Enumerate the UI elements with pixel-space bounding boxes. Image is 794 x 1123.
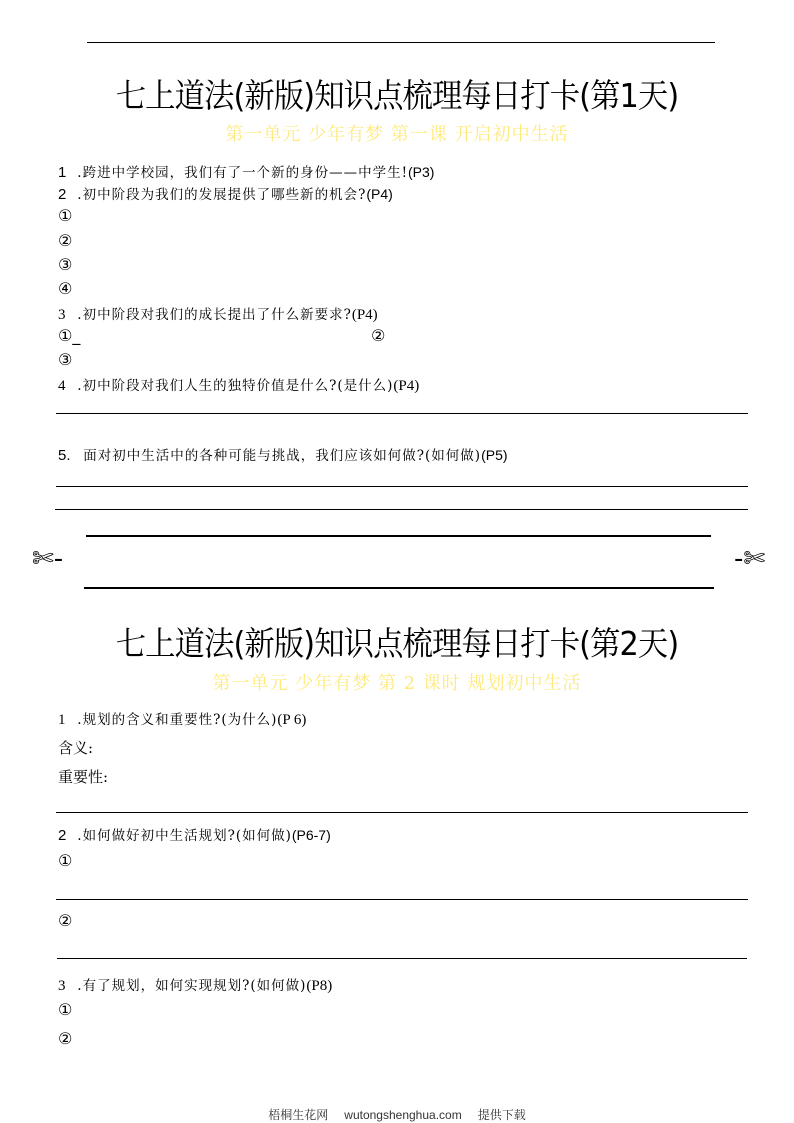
question-text: .规划的含义和重要性?(为什么) <box>72 712 278 728</box>
day1-question-3 <box>58 303 378 324</box>
question-text: .有了规划，如何实现规划?(如何做) <box>72 978 307 994</box>
page-ref: (P8) <box>306 978 333 994</box>
question-number: 1 <box>58 712 66 728</box>
question-text: .初中阶段为我们的发展提供了哪些新的机会? <box>72 187 367 203</box>
answer-marker: ①_ <box>58 326 81 345</box>
answer-marker: ② <box>58 1029 73 1048</box>
answer-line[interactable] <box>56 899 748 900</box>
day1-question-4 <box>58 374 419 395</box>
day2-question-2 <box>58 824 331 844</box>
top-rule <box>87 42 715 43</box>
day1-question-2 <box>58 183 393 203</box>
question-number: 1 <box>58 164 67 181</box>
answer-marker: ② <box>371 326 386 345</box>
day1-subtitle: 第一单元 少年有梦 第一课 开启初中生活 <box>225 124 569 145</box>
question-text: .初中阶段对我们的成长提出了什么新要求? <box>72 307 352 323</box>
answer-marker: ② <box>58 911 73 930</box>
question-text: .如何做好初中生活规划?(如何做) <box>72 828 292 844</box>
answer-marker: ② <box>58 231 73 250</box>
answer-line[interactable] <box>56 812 748 813</box>
answer-marker: ① <box>58 851 73 870</box>
question-number: 2 <box>58 186 67 203</box>
day2-question-3 <box>58 974 332 995</box>
question-text: .跨进中学校园，我们有了一个新的身份——中学生! <box>72 165 409 181</box>
page-ref: (P5) <box>481 447 508 463</box>
answer-line[interactable] <box>55 509 748 510</box>
question-text: 面对初中生活中的各种可能与挑战，我们应该如何做?(如何做) <box>78 448 482 464</box>
answer-marker: ③ <box>58 350 73 369</box>
page-ref: (P4) <box>393 378 420 394</box>
answer-line[interactable] <box>56 486 748 487</box>
day1-question-1 <box>58 161 434 181</box>
question-number: 4 <box>58 378 66 394</box>
answer-marker: ③ <box>58 255 73 274</box>
cut-rule-top <box>86 535 711 537</box>
answer-line[interactable] <box>57 958 747 959</box>
answer-marker: ① <box>58 1000 73 1019</box>
page-ref: (P4) <box>351 307 378 323</box>
footer-site-name: 梧桐生花网 <box>268 1108 329 1122</box>
page-ref: (P4) <box>366 186 393 202</box>
question-number: 3 <box>58 307 66 323</box>
footer-suffix: 提供下载 <box>477 1108 526 1122</box>
scissors-right-icon: -✄ <box>734 544 766 574</box>
page-ref: (P 6) <box>277 712 307 728</box>
meaning-label: 含义: <box>58 739 94 757</box>
day1-question-5 <box>58 444 508 464</box>
page-ref: (P3) <box>408 164 435 180</box>
day2-subtitle: 第一单元 少年有梦 第 2 课时 规划初中生活 <box>212 673 582 694</box>
answer-line[interactable] <box>56 413 748 414</box>
answer-marker: ① <box>58 206 73 225</box>
page-ref: (P6-7) <box>291 827 331 843</box>
cut-rule-bottom <box>84 587 714 589</box>
footer <box>0 1106 794 1123</box>
day1-title: 七上道法(新版)知识点梳理每日打卡(第1天) <box>115 76 679 115</box>
day2-title: 七上道法(新版)知识点梳理每日打卡(第2天) <box>115 624 679 663</box>
question-number: 5. <box>58 447 71 464</box>
answer-marker: ④ <box>58 279 73 298</box>
day2-question-1 <box>58 708 306 729</box>
question-text: .初中阶段对我们人生的独特价值是什么?(是什么) <box>72 378 394 394</box>
footer-url[interactable]: wutongshenghua.com <box>344 1108 462 1122</box>
scissors-left-icon: ✄- <box>32 544 64 574</box>
question-number: 2 <box>58 827 67 844</box>
question-number: 3 <box>58 978 66 994</box>
importance-label: 重要性: <box>58 768 109 786</box>
